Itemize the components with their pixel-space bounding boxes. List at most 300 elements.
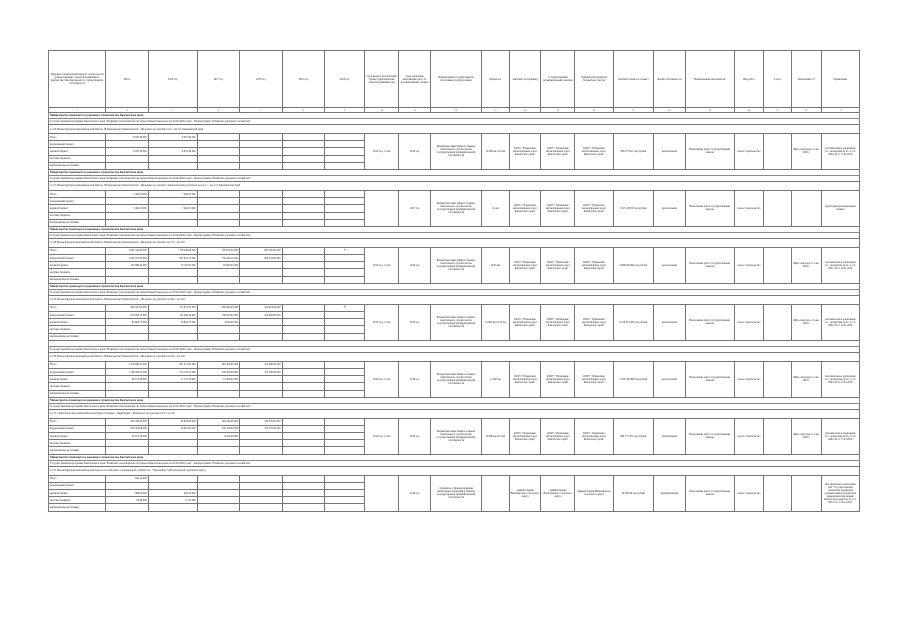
finance-value [324,418,364,425]
finance-value [197,390,239,397]
cell-status [764,247,792,283]
program-title: Государственная программа Камчатского края "Развитие транспортной системы в Камчатском крае на 2014-2020 годы". Подпрограмма "Развитие дорожного хозяйства" [49,232,860,238]
finance-value: * [324,247,364,254]
cell-term-design: 2017 год [399,190,431,226]
finance-value [324,447,364,454]
header-cell: Вид работ [734,51,764,108]
finance-label: местные бюджеты [49,497,106,504]
cell-program-name: Бюджетные инвестиции в объекты капитального строительства государственной (муниципальной) собственности [431,418,482,454]
column-number: 21 [764,108,792,113]
finance-value: 848 356,49 000 [106,418,148,425]
column-number: 15 [541,108,575,113]
finance-value [240,447,282,454]
cell-term-input: 2018 год, 1 этап [365,247,399,283]
cell-ownership: региональная [653,247,685,283]
cell-work-type: новое строительство [734,475,764,511]
cell-program-name: субсидия на софинансирование капитальных вложений в объекты государственной (муниципальной) собственности [431,475,482,511]
cell-capacity: 15,000 км 10,0 км [482,134,510,170]
finance-value [148,212,197,219]
column-number: 22 [791,108,821,113]
finance-row [49,361,860,368]
section-title: Министерство транспорта и дорожного строительства Камчатского края [49,226,860,232]
finance-value [106,440,148,447]
finance-value: 222 829,00 000 [240,312,282,319]
column-number: 11 [399,108,431,113]
finance-value [148,482,197,489]
finance-value: 695 526,00 000 [240,247,282,254]
finance-value [197,447,239,454]
finance-value [282,383,324,390]
finance-label: Итого [49,418,106,425]
finance-value [240,162,282,169]
finance-value: 297 313,95 000 [148,361,197,368]
finance-value [282,247,324,254]
cell-gr: КГКУ "Управление автомобильных дорог Камчатского края" [575,304,613,340]
column-number: 18 [653,108,685,113]
finance-value: 4 000,00 000 [197,319,239,326]
cell-estimate: 24 300,00 тыс.рублей [613,475,653,511]
finance-label: Итого [49,475,106,482]
finance-label: внебюджетные источники [49,162,106,169]
finance-value [240,390,282,397]
finance-value [240,148,282,155]
column-number: 6 [197,108,239,113]
finance-value: 278 449,60 000 [148,247,197,254]
cell-ownership: муниципальная [653,475,685,511]
finance-value: 260 000,00 000 [197,304,239,311]
finance-value [240,383,282,390]
cell-note: положительное заключение гос. экспертизы № 41-1-1-3-0001-16 от 14.01.2016 [821,247,859,283]
cell-note: положительное заключение гос. экспертизы № 41-1-1-3-0002-16 от 14.01.2016 [821,304,859,340]
finance-value [197,162,239,169]
cell-capacity: 12,903 км 16,25 км [482,304,510,340]
finance-value [282,433,324,440]
finance-value [324,212,364,219]
finance-value [148,433,197,440]
column-number: 17 [613,108,653,113]
finance-value: 7 492,05 000 [106,205,148,212]
finance-value [197,190,239,197]
investment-table [48,50,860,512]
header-cell: Мощность [482,51,510,108]
finance-value [106,333,148,340]
finance-value [324,319,364,326]
finance-value [197,490,239,497]
cell-gov-customer: КГКУ "Управление автомобильных дорог Камчатского края" [541,190,575,226]
finance-value [148,155,197,162]
finance-value [324,269,364,276]
cell-note: Положительное заключение ГАУ "Государственная экспертиза проектной документации и результатов инженерных изысканий Камчатского края" № 41-1-5-0033-15 от 29.12.2015 [821,475,859,511]
finance-value: 7 492,05 000 [148,205,197,212]
finance-label: местные бюджеты [49,212,106,219]
cell-program-name: Бюджетные инвестиции в объекты капитального строительства государственной (муниципальной) собственности [431,247,482,283]
finance-value [240,504,282,511]
column-number: 16 [575,108,613,113]
finance-row [49,475,860,482]
finance-value [324,276,364,283]
finance-value: 14 300,00 000 [197,376,239,383]
finance-value [282,390,324,397]
finance-label: краевой бюджет [49,262,106,269]
finance-value [106,269,148,276]
finance-row [49,304,860,311]
header-cell: 2017 год [197,51,239,108]
finance-label: краевой бюджет [49,376,106,383]
finance-value [148,390,197,397]
finance-value: 26 619 84 000 [148,425,197,432]
cell-expertise [791,190,821,226]
finance-label: федеральный бюджет [49,198,106,205]
finance-value [106,219,148,226]
cell-gr: КГКУ "Управление автомобильных дорог Камчатского края" [575,418,613,454]
cell-customer: КГКУ "Управление автомобильных дорог Камчатского края" [509,134,541,170]
finance-value: 463 100,00 000 [197,361,239,368]
finance-label: Итого [49,190,106,197]
cell-ownership: региональная [653,418,685,454]
cell-term-design: 2016 год [399,475,431,511]
finance-value: 74 135,05 000 [148,262,197,269]
finance-value [197,134,239,141]
cell-note: подготовка проектирования объекта [821,190,859,226]
cell-capacity: 5,4 км [482,190,510,226]
finance-value [240,219,282,226]
finance-label: федеральный бюджет [49,368,106,375]
finance-value: * [324,304,364,311]
cell-work-type: новое строительство [734,190,764,226]
cell-status [764,304,792,340]
finance-value [197,333,239,340]
finance-value [148,219,197,226]
finance-label: внебюджетные источники [49,219,106,226]
cell-gov-customer: КГКУ "Управление автомобильных дорог Камчатского края" [541,134,575,170]
finance-value [240,205,282,212]
cell-capacity: 10,95 км [482,247,510,283]
finance-value: 64 690,00 000 [197,262,239,269]
finance-value [282,475,324,482]
finance-value [148,269,197,276]
cell-customer: КГКУ "Управление автомобильных дорог Камчатского края" [509,304,541,340]
cell-note: положительное заключение гос. экспертизы № 41-1-1-3-0004-16 от 17.02.2016 [821,134,859,170]
finance-value: 534 370,00 000 [240,425,282,432]
finance-value [240,134,282,141]
finance-label: местные бюджеты [49,440,106,447]
cell-estimate: 6 106 013,284 тыс.рублей [613,304,653,340]
cell-term-input: 2016 год, 1 этап [365,134,399,170]
finance-value [282,255,324,262]
cell-work-type: новое строительство [734,247,764,283]
finance-value [148,326,197,333]
finance-value [240,482,282,489]
finance-value [324,383,364,390]
finance-value [197,504,239,511]
finance-value [106,212,148,219]
finance-value [148,333,197,340]
cell-term-input [365,190,399,226]
cell-expertise [791,475,821,511]
column-number: 12 [431,108,482,113]
cell-expertise: ФДА «Автодор» 1-я кв. 2016 г. [791,247,821,283]
finance-value [324,155,364,162]
section-title: Министерство транспорта и дорожного строительства Камчатского края [49,113,860,119]
finance-label: федеральный бюджет [49,255,106,262]
finance-value [240,433,282,440]
cell-executor: Выполнение работ государственным заказом [685,475,734,511]
finance-value [324,219,364,226]
finance-value [106,198,148,205]
finance-value [106,383,148,390]
finance-value [282,361,324,368]
cell-estimate: 969 775,471 тыс.рублей [613,418,653,454]
cell-work-type: новое строительство [734,361,764,397]
cell-executor: Выполнение работ государственным заказом [685,304,734,340]
finance-value [324,141,364,148]
finance-value [282,190,324,197]
finance-value [106,504,148,511]
finance-value [240,376,282,383]
finance-value [324,368,364,375]
cell-expertise: ФДА «Автодор» 1-я кв. 2016 г. [791,418,821,454]
finance-value [240,497,282,504]
finance-value [148,162,197,169]
cell-capacity: 13,089 км 20,5 км [482,418,510,454]
cell-gov-customer: КГКУ "Управление автомобильных дорог Камчатского края" [541,247,575,283]
finance-row [49,134,860,141]
cell-customer: КГКУ "Управление автомобильных дорог Камчатского края" [509,247,541,283]
finance-value: 63,49 000 [106,497,148,504]
header-cell: 2018 год [240,51,282,108]
finance-value: 46 643,99 000 [148,418,197,425]
finance-value [240,490,282,497]
finance-value: 9 655,39 000 [148,148,197,155]
column-number: 14 [509,108,541,113]
finance-value [324,162,364,169]
finance-value [282,368,324,375]
finance-value [282,134,324,141]
finance-value [197,155,239,162]
finance-value [324,326,364,333]
header-cell: Главный распорядитель бюджетных средств [575,51,613,108]
finance-label: местные бюджеты [49,326,106,333]
column-number: 4 [106,108,148,113]
cell-program-name: Бюджетные инвестиции в объекты капитального строительства государственной (муниципальной) собственности [431,361,482,397]
finance-value: 880,63 000 [106,490,148,497]
object-title: 11.27 Реконструкция автомобильной дороги Петропавловск-Камчатский - Мильково на участке строительства (участок на км 11 - км 27), Камчатский край [49,181,860,190]
finance-value [324,312,364,319]
finance-value [282,304,324,311]
cell-ownership: региональная [653,190,685,226]
finance-row [49,247,860,254]
finance-value [240,276,282,283]
finance-value [282,447,324,454]
finance-value [282,504,324,511]
cell-term-design: 2016 год [399,418,431,454]
finance-value [106,162,148,169]
cell-ownership: региональная [653,304,685,340]
finance-value [324,497,364,504]
finance-value [197,212,239,219]
object-row [49,125,860,134]
cell-customer: КГКУ "Управление автомобильных дорог Камчатского края" [509,190,541,226]
cell-customer: КГКУ "Управление автомобильных дорог Камчатского края" [509,361,541,397]
header-cell: Наименование государственной программы (подпрограммы) [431,51,482,108]
object-title: 11.32 Реконструкция автомобильной дороги на подъезде к центральной усадьбе пос. "Заповедник" (Вилючинский городской округ) [49,466,860,475]
cell-status [764,190,792,226]
header-cell: 2020 год [324,51,364,108]
cell-note: положительное заключение гос. экспертизы № 41-1-1-3-0005-16 от 17.03.2016 [821,418,859,454]
finance-value [282,312,324,319]
program-title: Государственная программа Камчатского края "Развитие транспортной системы в Камчатском крае на 2014-2020 годы". Подпрограмма "Развитие дорожного хозяйства" [49,403,860,409]
finance-value [282,155,324,162]
finance-value [197,497,239,504]
column-number: 8 [282,108,324,113]
finance-value [106,447,148,454]
finance-value [240,333,282,340]
finance-value [282,490,324,497]
finance-value: 9 655,39 000 [106,148,148,155]
cell-estimate: 2 021 108,79 тыс.рублей [613,190,653,226]
finance-value: 276 176,25 000 [148,368,197,375]
finance-value [324,433,364,440]
finance-value: 9 655,39 000 [148,134,197,141]
object-row [49,238,860,247]
finance-label: федеральный бюджет [49,425,106,432]
finance-label: федеральный бюджет [49,482,106,489]
finance-value [282,333,324,340]
finance-value: 82 664,73 000 [106,319,148,326]
finance-value [324,490,364,497]
finance-value: 256 200,00 000 [197,368,239,375]
finance-value [197,141,239,148]
column-number: 1 [49,108,106,113]
section-title: Министерство транспорта и дорожного строительства Камчатского края [49,397,860,403]
finance-value [324,134,364,141]
finance-value [240,198,282,205]
finance-value: 1 169 466,25 000 [106,368,148,375]
finance-value [148,198,197,205]
cell-expertise: ФДА «Автодор» 1-я кв. 2016 г. [791,304,821,340]
finance-value [148,141,197,148]
finance-value [324,504,364,511]
header-cell: Примечание [821,51,859,108]
finance-value [282,376,324,383]
finance-value [324,148,364,155]
finance-value [324,425,364,432]
finance-value [148,383,197,390]
header-cell: Статус [764,51,792,108]
finance-value [282,497,324,504]
finance-value: 819 565,08 000 [106,425,148,432]
finance-label: местные бюджеты [49,269,106,276]
cell-estimate: 4 368 464,094 тыс.рублей [613,247,653,283]
finance-value: 6 244,00 000 [197,433,239,440]
finance-value [148,447,197,454]
finance-value: 28 851,28 000 [106,433,148,440]
object-row [49,295,860,304]
cell-term-design: 2016 год [399,134,431,170]
finance-value [282,276,324,283]
cell-status [764,418,792,454]
finance-label: краевой бюджет [49,490,106,497]
finance-value [197,475,239,482]
finance-value [282,141,324,148]
finance-value: 515 875,83 000 [148,304,197,311]
section-title: Министерство транспорта и дорожного строительства Камчатского края [49,169,860,175]
finance-value: 698 118,00 000 [240,255,282,262]
finance-value [282,262,324,269]
finance-value: 1 802 345,65 000 [106,247,148,254]
finance-value [197,148,239,155]
finance-value [197,482,239,489]
cell-gr: КГКУ "Управление автомобильных дорог Камчатского края" [575,134,613,170]
finance-value [106,155,148,162]
finance-value [106,482,148,489]
finance-row [49,190,860,197]
finance-value [324,262,364,269]
finance-value [282,326,324,333]
cell-gr: КГКУ "Управление автомобильных дорог Камчатского края" [575,190,613,226]
finance-label: местные бюджеты [49,155,106,162]
header-cell: Срок окончания выполнения работ по проектированию объекта [399,51,431,108]
header-row [49,51,860,108]
finance-value [240,440,282,447]
cell-gov-customer: КГКУ "Управление автомобильных дорог Камчатского края" [541,418,575,454]
object-row [49,466,860,475]
finance-value: 7 492,05 000 [148,190,197,197]
finance-value: 9 655,39 000 [106,134,148,141]
object-title: 11.29 Реконструкция автомобильной дороги Петропавловск-Камчатский - Мильково на участке км 204 - км 219 [49,295,860,304]
finance-value [197,219,239,226]
header-cell: Наименование исполнителя [685,51,734,108]
finance-value [240,262,282,269]
finance-value: 944,12 000 [106,475,148,482]
cell-expertise: ФДА «Автодор» 1-я кв. 2016 г. [791,134,821,170]
cell-executor: Выполнение работ государственным заказом [685,361,734,397]
finance-value [282,269,324,276]
finance-value [148,276,197,283]
finance-value [106,326,148,333]
finance-label: Итого [49,247,106,254]
finance-value: 1 259 983,31 000 [106,361,148,368]
program-title: Государственная программа Камчатского края "Развитие транспортной системы в Камчатском крае на 2014-2020 годы". Подпрограмма "Развитие дорожного хозяйства" [49,460,860,466]
object-row [49,352,860,361]
column-number: 5 [148,108,197,113]
finance-value [197,440,239,447]
cell-term-design: 2016 год [399,304,431,340]
finance-value [324,190,364,197]
finance-value [197,269,239,276]
finance-value [148,440,197,447]
finance-value [148,504,197,511]
finance-value [282,418,324,425]
finance-value [324,440,364,447]
finance-value: 473 600,00 000 [240,361,282,368]
finance-value [106,390,148,397]
object-title: 11.26 Реконструкция автомобильной дороги Петропавловск-Камчатский - Мильково на участке км 0 - км 10, Камчатский край [49,125,860,134]
finance-value [282,482,324,489]
finance-value: 143 889,40 000 [106,262,148,269]
finance-value [282,319,324,326]
finance-value [324,390,364,397]
finance-value [106,276,148,283]
column-number: 9 [324,108,364,113]
finance-label: внебюджетные источники [49,276,106,283]
finance-value [324,333,364,340]
cell-expertise: ФДА «Автодор» 1-я кв. 2016 г. [791,361,821,397]
finance-label: краевой бюджет [49,319,106,326]
cell-executor: Выполнение работ государственным заказом [685,190,734,226]
finance-value: 916 893,19 000 [106,312,148,319]
finance-value [240,269,282,276]
